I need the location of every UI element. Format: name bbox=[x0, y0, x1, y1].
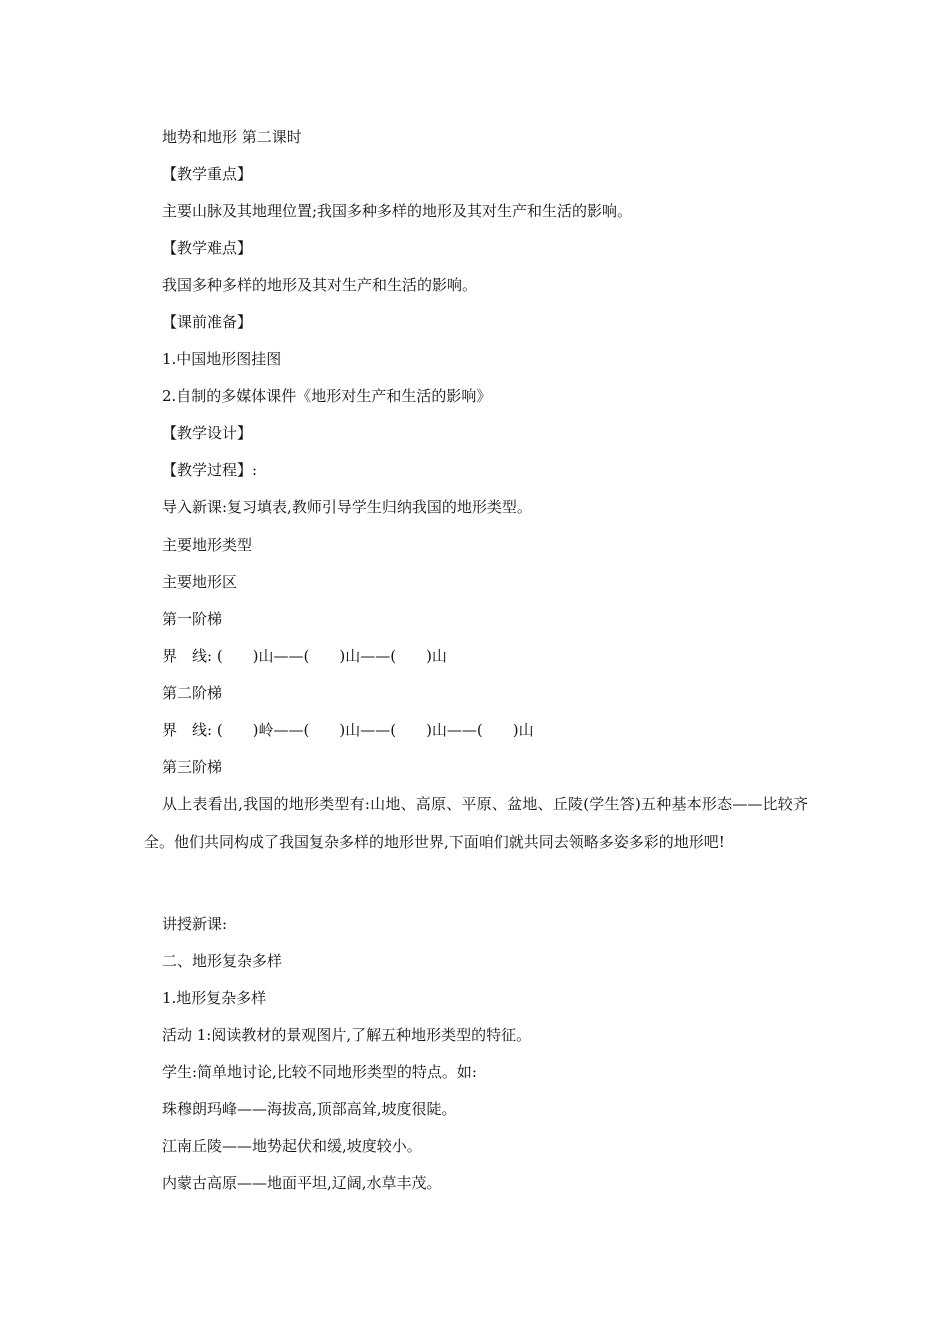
heading-design: 【教学设计】 bbox=[162, 424, 253, 442]
difficulties-text: 我国多种多样的地形及其对生产和生活的影响。 bbox=[162, 276, 478, 294]
table-column-landform-regions: 主要地形区 bbox=[162, 573, 238, 591]
step-2-boundary: 界 线: ( )岭——( )山——( )山——( )山 bbox=[162, 721, 534, 739]
example-3: 内蒙古高原——地面平坦,辽阔,水草丰茂。 bbox=[162, 1174, 442, 1192]
step-2-label: 第二阶梯 bbox=[162, 684, 223, 702]
heading-key-points: 【教学重点】 bbox=[162, 165, 253, 183]
section-heading-2: 二、地形复杂多样 bbox=[162, 952, 283, 970]
subsection-heading-1: 1.地形复杂多样 bbox=[162, 989, 267, 1007]
new-lesson-label: 讲授新课: bbox=[162, 915, 228, 933]
prep-item-2: 2.自制的多媒体课件《地形对生产和生活的影响》 bbox=[162, 387, 492, 405]
summary-paragraph: 从上表看出,我国的地形类型有:山地、高原、平原、盆地、丘陵(学生答)五种基本形态——比较齐全。他们共同构成了我国复杂多样的地形世界,下面咱们就共同去领略多姿多彩的地形吧! bbox=[144, 795, 808, 851]
prep-item-1: 1.中国地形图挂图 bbox=[162, 350, 282, 368]
step-1-label: 第一阶梯 bbox=[162, 610, 223, 628]
intro-text: 导入新课:复习填表,教师引导学生归纳我国的地形类型。 bbox=[162, 498, 532, 516]
key-points-text: 主要山脉及其地理位置;我国多种多样的地形及其对生产和生活的影响。 bbox=[162, 202, 633, 220]
heading-difficulties: 【教学难点】 bbox=[162, 239, 253, 257]
heading-process: 【教学过程】: bbox=[162, 461, 258, 479]
lesson-title: 地势和地形 第二课时 bbox=[162, 128, 302, 146]
step-3-label: 第三阶梯 bbox=[162, 758, 223, 776]
heading-preparation: 【课前准备】 bbox=[162, 313, 253, 331]
students-text: 学生:简单地讨论,比较不同地形类型的特点。如: bbox=[162, 1063, 477, 1081]
example-2: 江南丘陵——地势起伏和缓,坡度较小。 bbox=[162, 1137, 422, 1155]
activity-1-text: 活动 1:阅读教材的景观图片,了解五种地形类型的特征。 bbox=[162, 1026, 532, 1044]
step-1-boundary: 界 线: ( )山——( )山——( )山 bbox=[162, 647, 447, 665]
table-column-landform-types: 主要地形类型 bbox=[162, 536, 253, 554]
example-1: 珠穆朗玛峰——海拔高,顶部高耸,坡度很陡。 bbox=[162, 1100, 457, 1118]
